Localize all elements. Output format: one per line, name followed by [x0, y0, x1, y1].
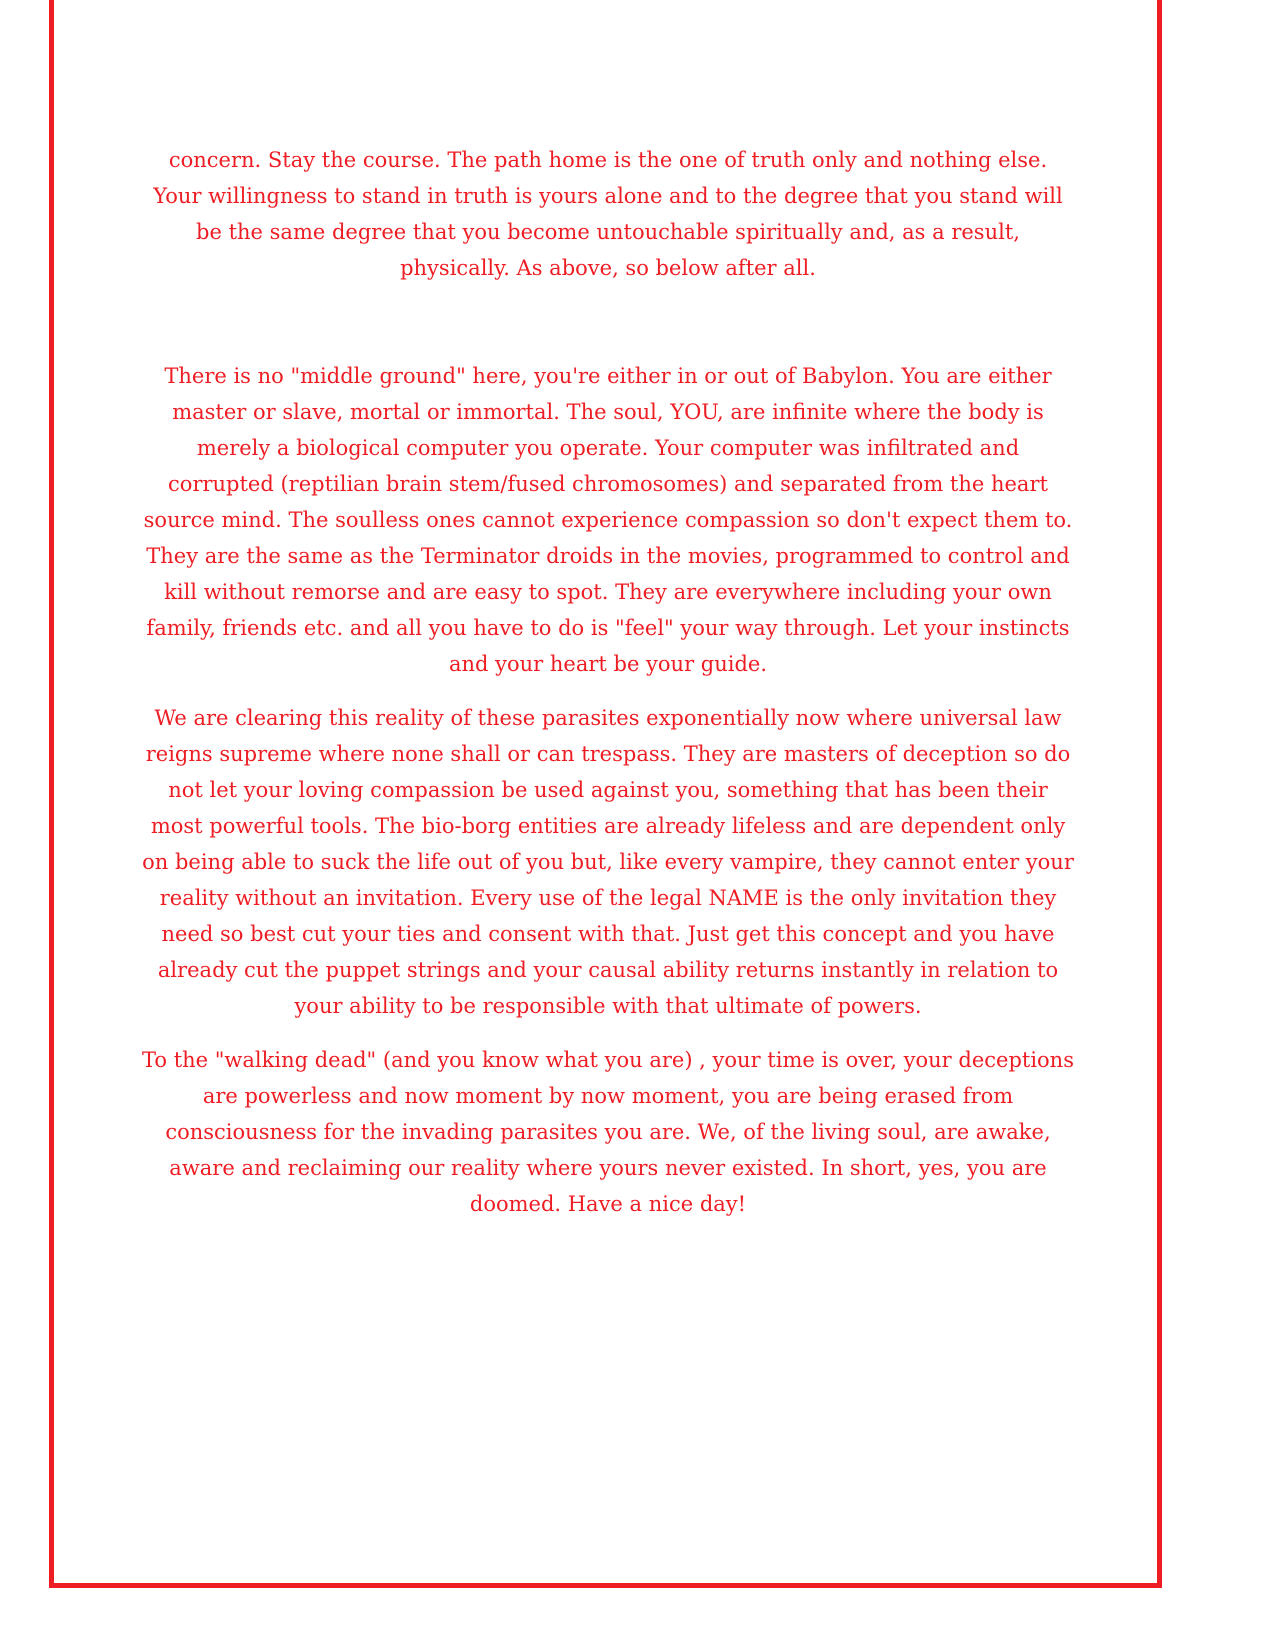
paragraph-1: concern. Stay the course. The path home is the one of truth only and nothing else. Your willingness to stand in truth is yours alone and to the degree that you stand will be the same degree that you become untouchable spiritually and, as a result, physically. As above, so below after all.	[153, 148, 1063, 280]
document-body	[142, 142, 1074, 1222]
paragraph-3: We are clearing this reality of these parasites exponentially now where universal law reigns supreme where none shall or can trespass. They are masters of deception so do not let your loving compassion be used against you, something that has been their most powerful tools. The bio-borg entities are already lifeless and are dependent only on being able to suck the life out of you but, like every vampire, they cannot enter your reality without an invitation. Every use of the legal NAME is the only invitation they need so best cut your ties and consent with that. Just get this concept and you have already cut the puppet strings and your causal ability returns instantly in relation to your ability to be responsible with that ultimate of powers.	[142, 706, 1074, 1018]
paragraph-4: To the "walking dead" (and you know what you are) , your time is over, your deceptions are powerless and now moment by now moment, you are being erased from consciousness for the invading parasites you are. We, of the living soul, are awake, aware and reclaiming our reality where yours never existed. In short, yes, you are doomed. Have a nice day!	[142, 1048, 1074, 1216]
paragraph-2: There is no "middle ground" here, you're either in or out of Babylon. You are either master or slave, mortal or immortal. The soul, YOU, are infinite where the body is merely a biological computer you operate. Your computer was infiltrated and corrupted (reptilian brain stem/fused chromosomes) and separated from the heart source mind. The soulless ones cannot experience compassion so don't expect them to. They are the same as the Terminator droids in the movies, programmed to control and kill without remorse and are easy to spot. They are everywhere including your own family, friends etc. and all you have to do is "feel" your way through. Let your instincts and your heart be your guide.	[143, 364, 1073, 676]
